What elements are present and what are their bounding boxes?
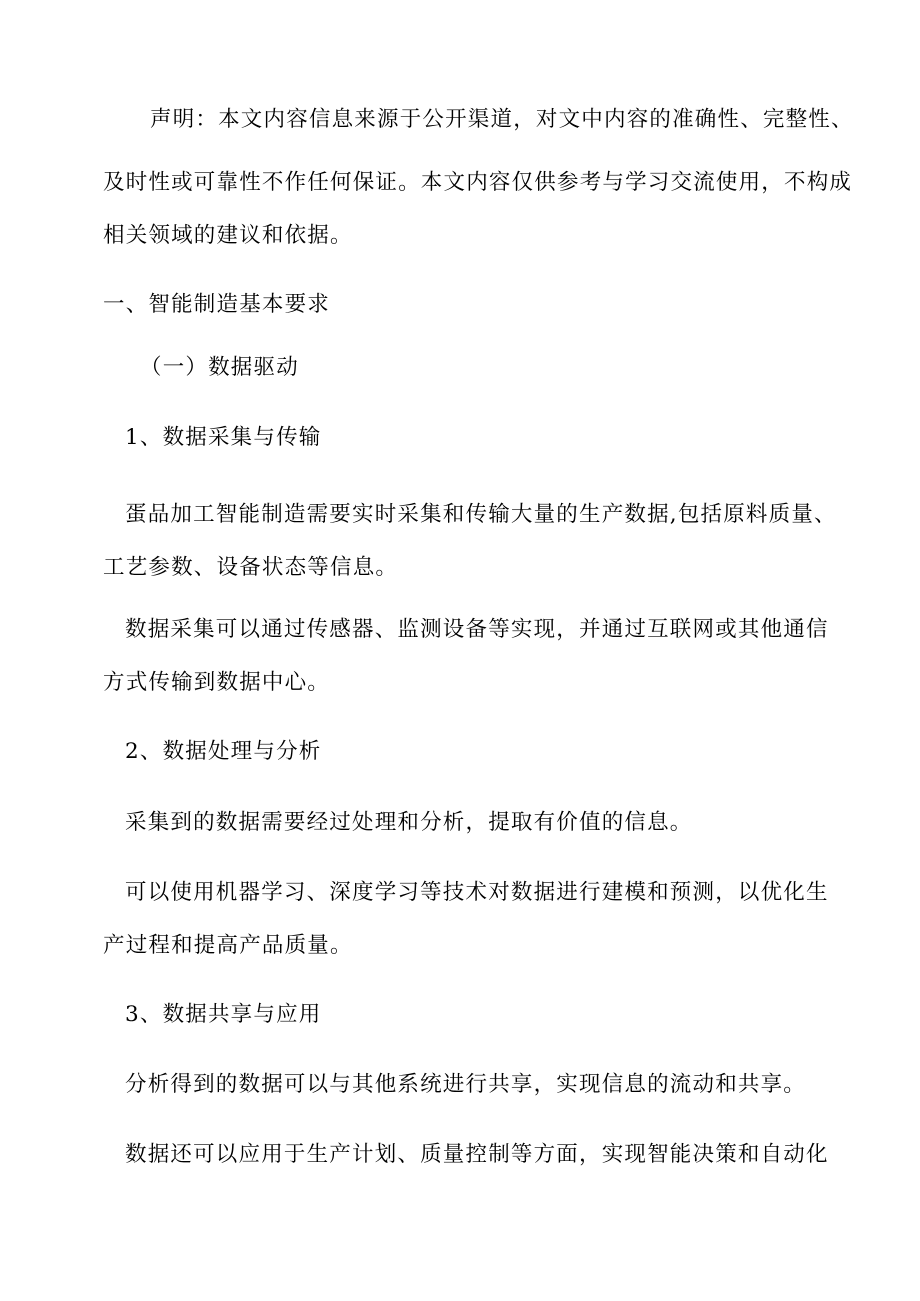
paragraph-line: 数据采集可以通过传感器、监测设备等实现，并通过互联网或其他通信 [125, 617, 829, 642]
section-title: 2、数据处理与分析 [125, 739, 322, 764]
paragraph-line: 分析得到的数据可以与其他系统进行共享，实现信息的流动和共享。 [125, 1072, 807, 1097]
heading-level1: 一、智能制造基本要求 [103, 292, 331, 317]
paragraph-line: 数据还可以应用于生产计划、质量控制等方面，实现智能决策和自动化 [125, 1142, 829, 1167]
section-title: 1、数据采集与传输 [125, 425, 322, 450]
disclaimer-line: 声明：本文内容信息来源于公开渠道，对文中内容的准确性、完整性、 [150, 107, 854, 132]
section-title: 3、数据共享与应用 [125, 1002, 322, 1027]
paragraph-line: 可以使用机器学习、深度学习等技术对数据进行建模和预测，以优化生 [125, 880, 829, 905]
paragraph-line: 产过程和提高产品质量。 [103, 933, 353, 958]
heading-level2: （一）数据驱动 [140, 355, 299, 380]
paragraph-line: 方式传输到数据中心。 [103, 670, 331, 695]
disclaimer-line: 相关领域的建议和依据。 [103, 223, 353, 248]
paragraph-line: 蛋品加工智能制造需要实时采集和传输大量的生产数据,包括原料质量、 [125, 502, 837, 527]
disclaimer-line: 及时性或可靠性不作任何保证。本文内容仅供参考与学习交流使用，不构成 [103, 170, 853, 195]
paragraph-line: 采集到的数据需要经过处理和分析，提取有价值的信息。 [125, 810, 693, 835]
paragraph-line: 工艺参数、设备状态等信息。 [103, 555, 399, 580]
